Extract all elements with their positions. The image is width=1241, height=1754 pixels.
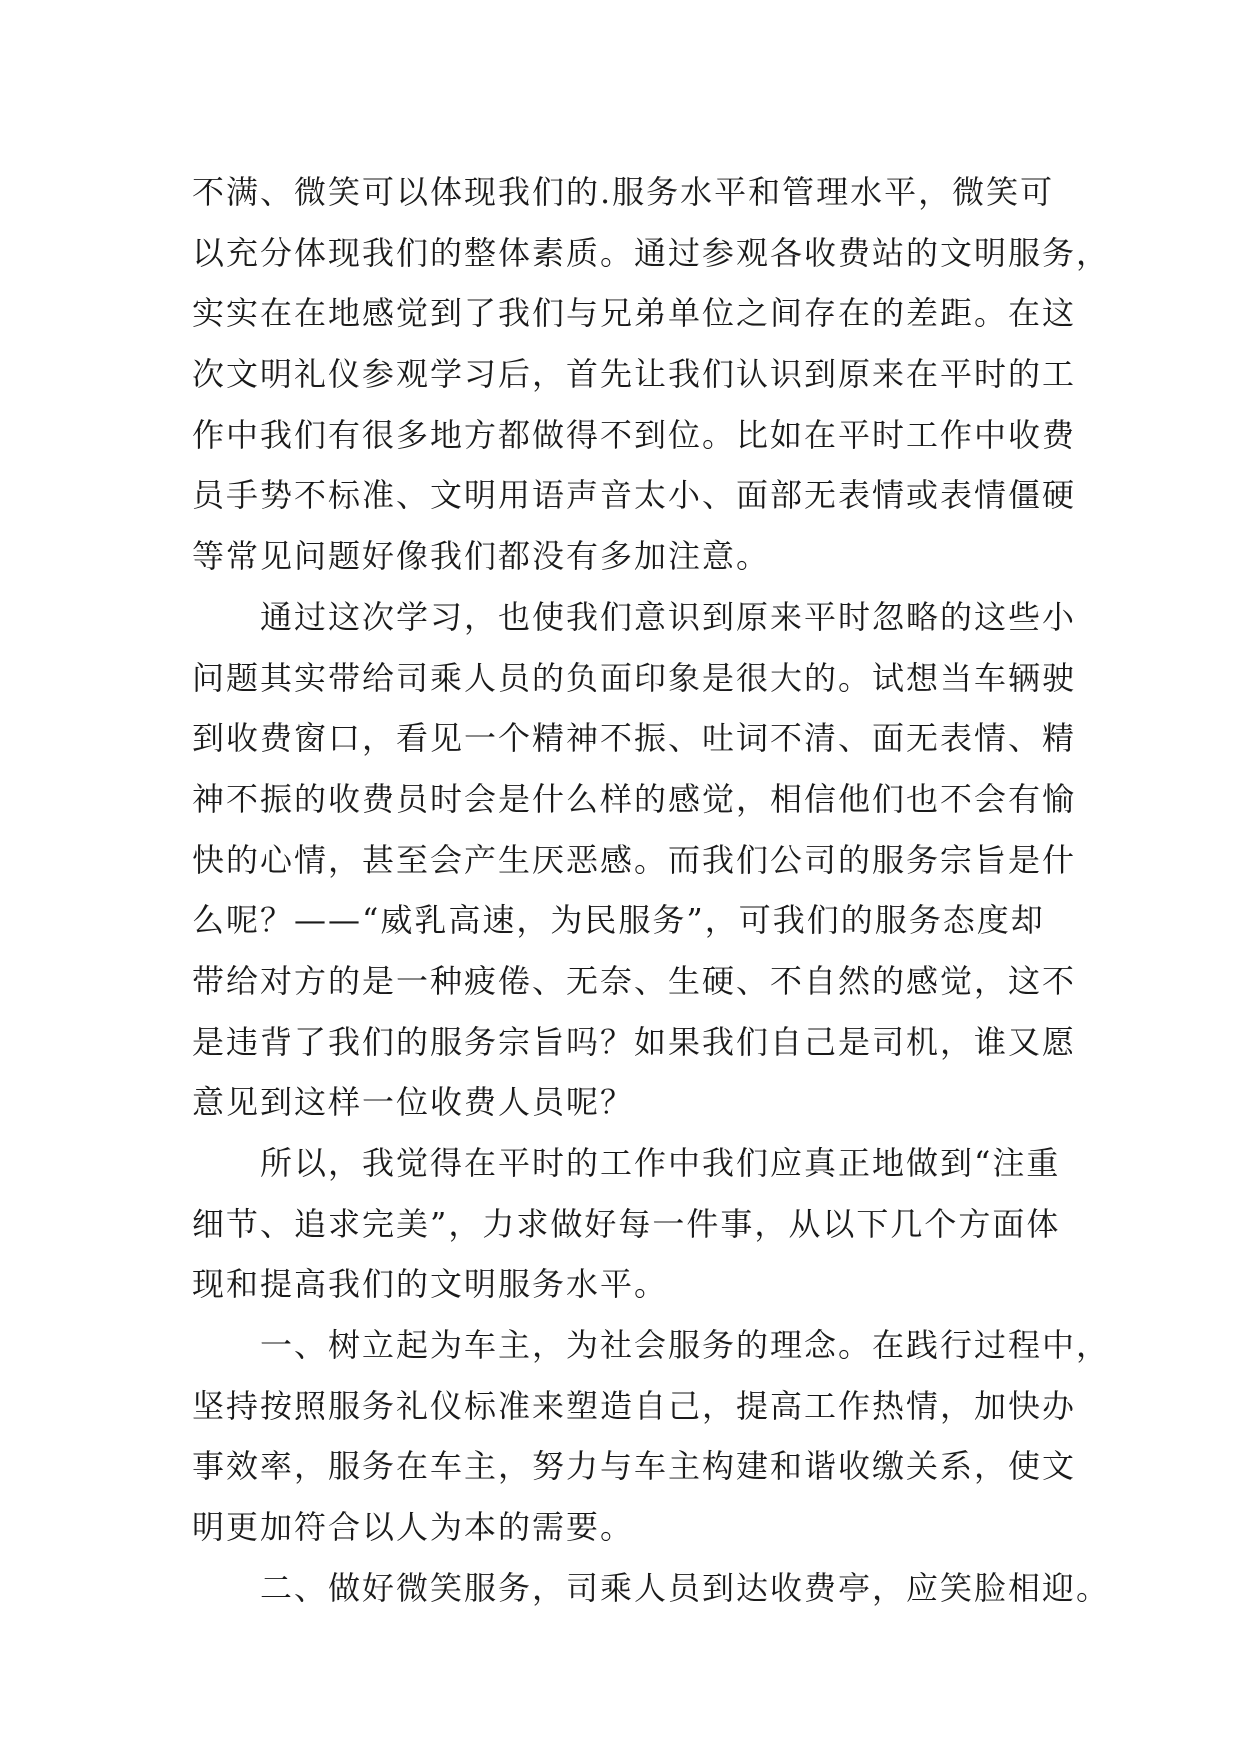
text-line: 二、做好微笑服务，司乘人员到达收费亭，应笑脸相迎。 [192,1568,1111,1607]
paragraph [192,1315,1111,1558]
text-line: 明更加符合以人为本的需要。 [192,1508,635,1547]
text-line: 到收费窗口，看见一个精神不振、吐词不清、面无表情、精 [192,719,1077,758]
text-line: 员手势不标准、文明用语声音太小、面部无表情或表情僵硬 [192,476,1077,515]
paragraph [192,162,1111,587]
document-body [192,162,1111,1619]
paragraph [192,587,1092,1133]
text-line: 现和提高我们的文明服务水平。 [192,1265,669,1304]
text-line: 等常见问题好像我们都没有多加注意。 [192,537,771,576]
text-line: 通过这次学习，也使我们意识到原来平时忽略的这些小 [192,597,1077,636]
text-line: 细节、追求完美”，力求做好每一件事，从以下几个方面体 [192,1204,1061,1243]
text-line: 作中我们有很多地方都做得不到位。比如在平时工作中收费 [192,415,1077,454]
paragraph [192,1133,1092,1315]
text-line: 实实在在地感觉到了我们与兄弟单位之间存在的差距。在这 [192,294,1077,333]
text-line: 次文明礼仪参观学习后，首先让我们认识到原来在平时的工 [192,355,1077,394]
text-line: 事效率，服务在车主，努力与车主构建和谐收缴关系，使文 [192,1447,1077,1486]
text-line: 所以，我觉得在平时的工作中我们应真正地做到“注重 [192,1144,1061,1182]
text-line: 是违背了我们的服务宗旨吗？如果我们自己是司机，谁又愿 [192,1022,1077,1061]
text-line: 快的心情，甚至会产生厌恶感。而我们公司的服务宗旨是什 [192,840,1077,879]
text-line: 神不振的收费员时会是什么样的感觉，相信他们也不会有愉 [192,779,1077,818]
text-line: 问题其实带给司乘人员的负面印象是很大的。试想当车辆驶 [192,658,1077,697]
text-line: 么呢？——“威乳高速，为民服务”，可我们的服务态度却 [192,901,1045,940]
text-line: 不满、微笑可以体现我们的.服务水平和管理水平，微笑可 [192,173,1055,211]
paragraph [192,1558,1111,1619]
text-line: 以充分体现我们的整体素质。通过参观各收费站的文明服务， [192,233,1111,272]
text-line: 意见到这样一位收费人员呢？ [192,1083,635,1122]
text-line: 带给对方的是一种疲倦、无奈、生硬、不自然的感觉，这不 [192,961,1077,1000]
text-line: 坚持按照服务礼仪标准来塑造自己，提高工作热情，加快办 [192,1386,1077,1425]
text-line: 一、树立起为车主，为社会服务的理念。在践行过程中， [192,1326,1111,1365]
